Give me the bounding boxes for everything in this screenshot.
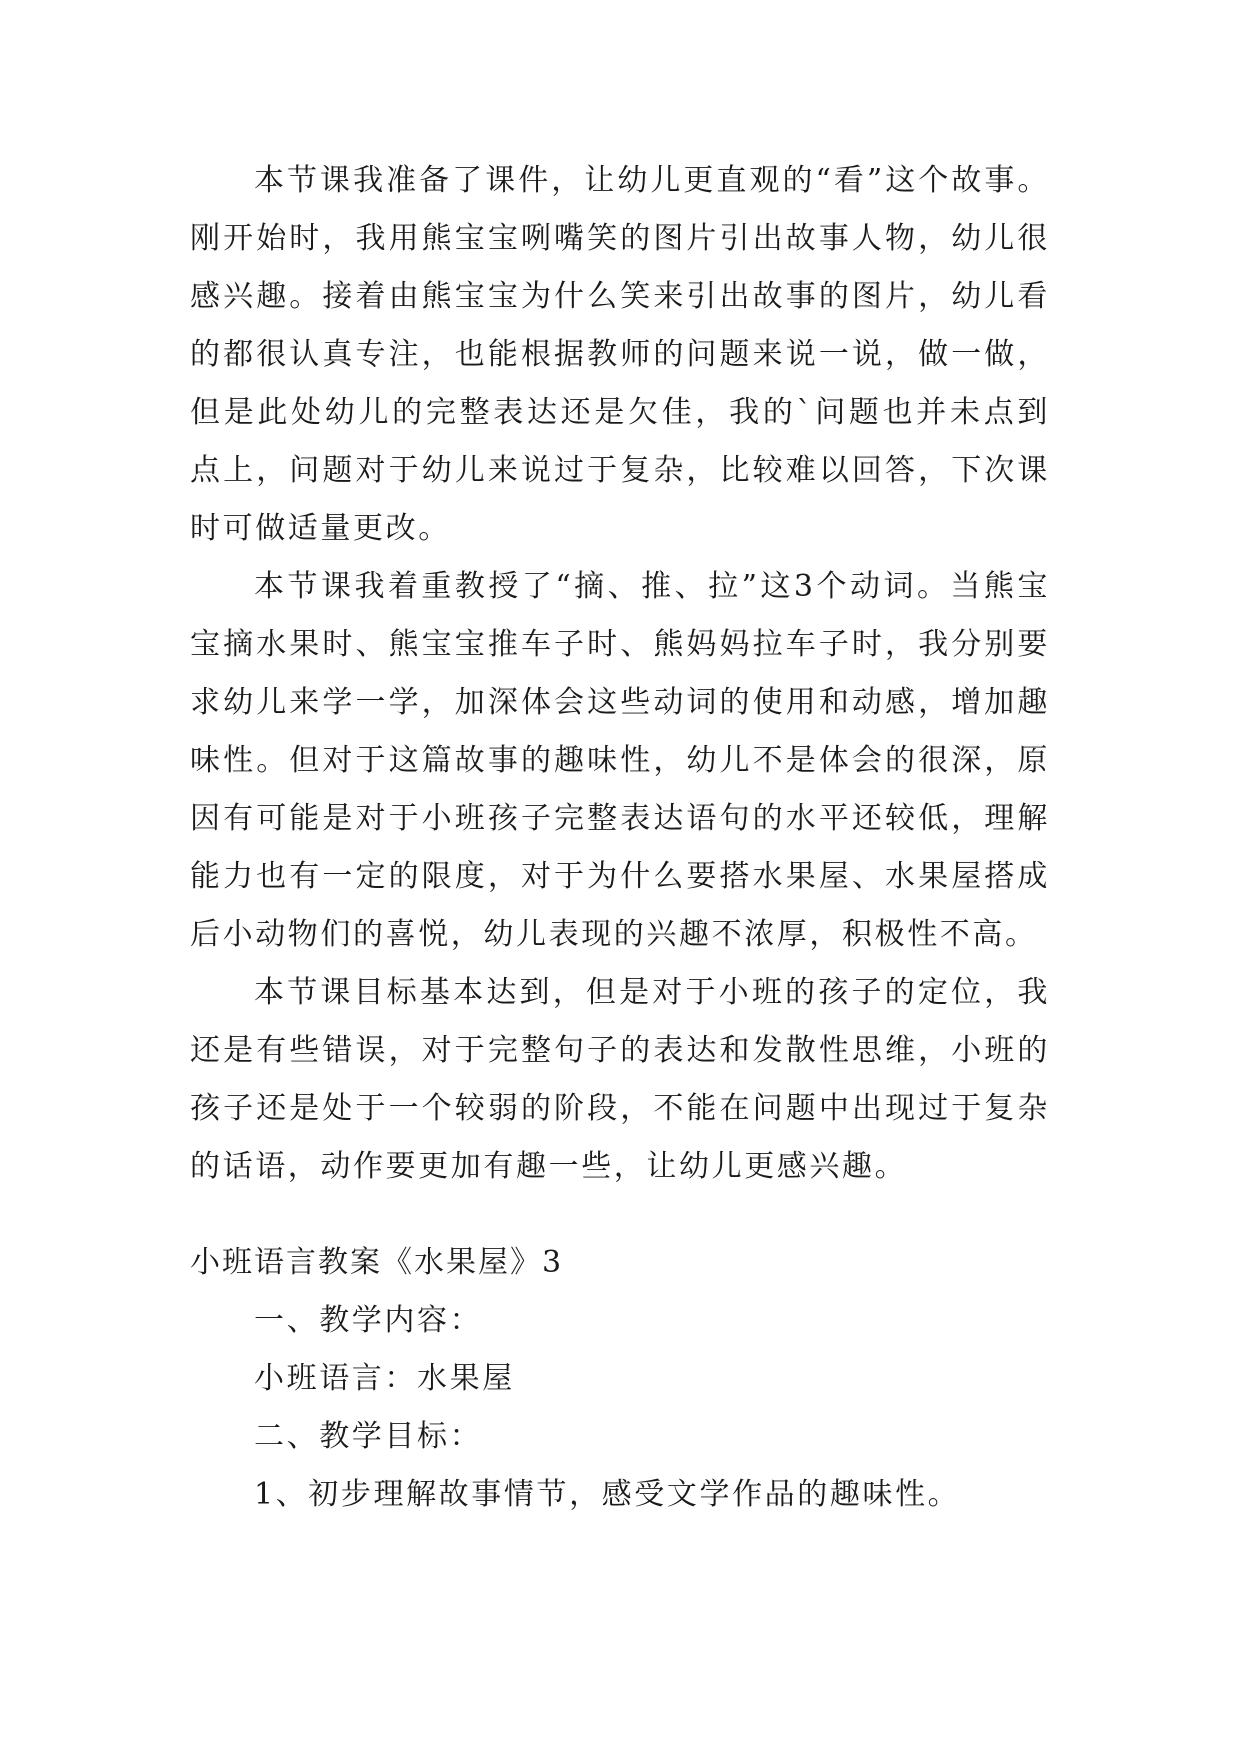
item-teaching-content: 一、教学内容：	[254, 1303, 483, 1338]
paragraph-verbs: 本节课我着重教授了“摘、推、拉”这3个动词。当熊宝宝摘水果时、熊宝宝推车子时、熊妈妈拉车子时，我分别要求幼儿来学一学，加深体会这些动词的使用和动感，增加趣味性。但对于这篇故事的趣味性，幼儿不是体会的很深，原因有可能是对于小班孩子完整表达语句的水平还较低，理解能力也有一定的限度，对于为什么要搭水果屋、水果屋搭成后小动物们的喜悦，幼儿表现的兴趣不浓厚，积极性不高。	[190, 569, 1050, 952]
item-goal-1: 1、初步理解故事情节，感受文学作品的趣味性。	[254, 1477, 961, 1512]
lesson-plan-section	[190, 1234, 1050, 1524]
paragraph-courseware: 本节课我准备了课件，让幼儿更直观的“看”这个故事。刚开始时，我用熊宝宝咧嘴笑的图片引出故事人物，幼儿很感兴趣。接着由熊宝宝为什么笑来引出故事的图片，幼儿看的都很认真专注，也能根据教师的问题来说一说，做一做，但是此处幼儿的完整表达还是欠佳，我的`问题也并未点到点上，问题对于幼儿来说过于复杂，比较难以回答，下次课时可做适量更改。	[190, 163, 1050, 546]
item-lesson-name: 小班语言：水果屋	[254, 1361, 515, 1396]
paragraph-goals: 本节课目标基本达到，但是对于小班的孩子的定位，我还是有些错误，对于完整句子的表达和发散性思维，小班的孩子还是处于一个较弱的阶段，不能在问题中出现过于复杂的话语，动作要更加有趣一些，让幼儿更感兴趣。	[190, 975, 1050, 1184]
section-title: 小班语言教案《水果屋》3	[190, 1245, 564, 1280]
item-teaching-goals: 二、教学目标：	[254, 1419, 483, 1454]
reflection-section	[190, 152, 1050, 1196]
